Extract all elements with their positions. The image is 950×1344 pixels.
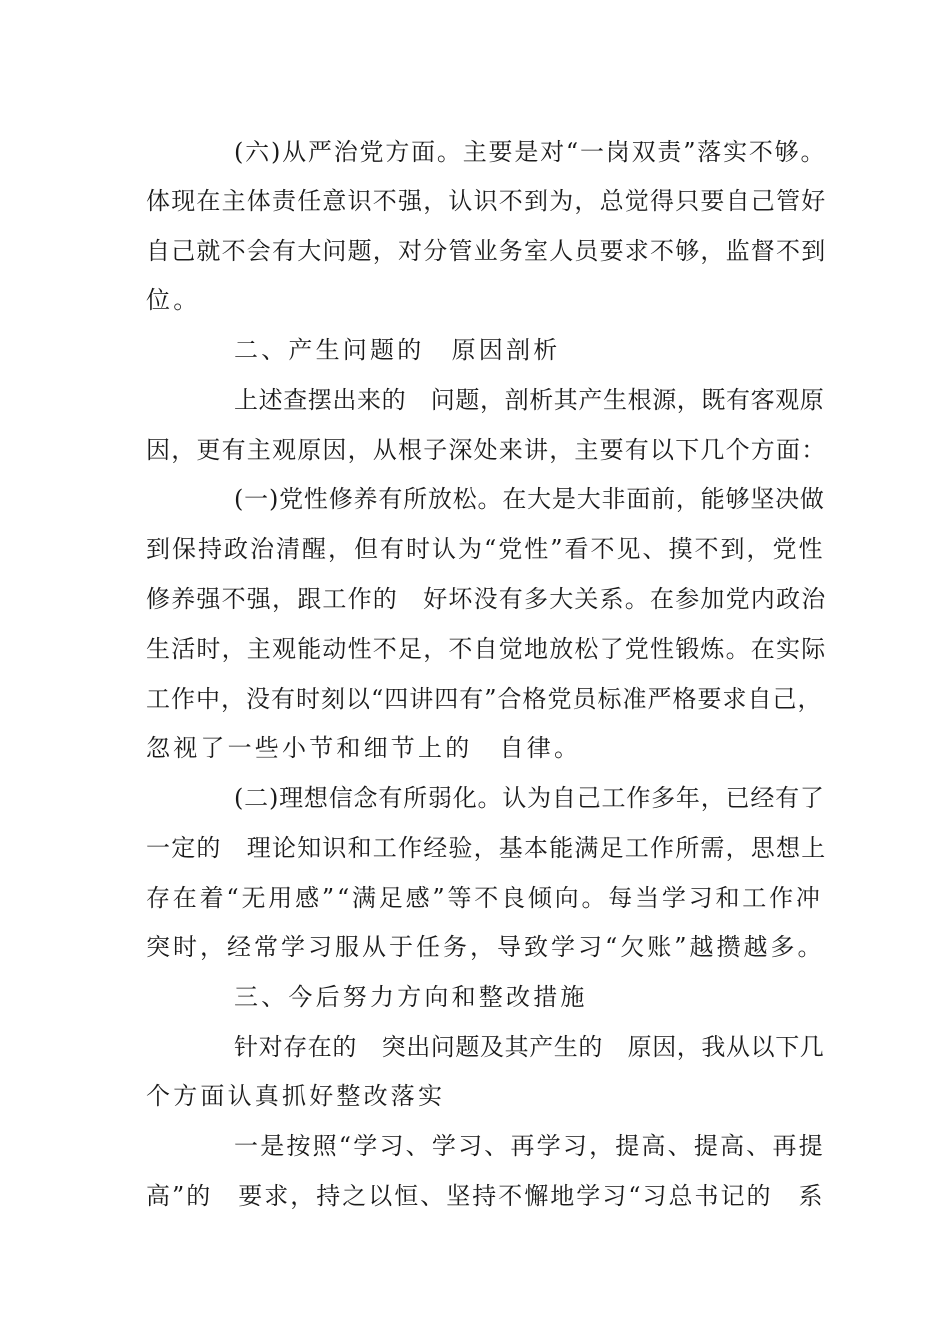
paragraph-1-line-1: (一)党性修养有所放松。在大是大非面前，能够坚决做 xyxy=(234,485,825,513)
section-2-heading: 二、产生问题的 原因剖析 xyxy=(234,336,561,364)
paragraph-2-line-3: 存在着“无用感”“满足感”等不良倾向。每当学习和工作冲 xyxy=(146,884,823,912)
paragraph-2-line-4: 突时，经常学习服从于任务，导致学习“欠账”越攒越多。 xyxy=(146,933,825,961)
measure-1-line-2: 高”的 要求，持之以恒、坚持不懈地学习“习总书记的 系 xyxy=(146,1182,825,1210)
paragraph-6-line-4: 位。 xyxy=(146,286,201,314)
measures-intro-line-2: 个方面认真抓好整改落实 xyxy=(146,1082,446,1110)
paragraph-1-line-6: 忽视了一些小节和细节上的 自律。 xyxy=(146,734,582,762)
paragraph-1-line-2: 到保持政治清醒，但有时认为“党性”看不见、摸不到，党性 xyxy=(146,535,825,563)
paragraph-6-line-1: (六)从严治党方面。主要是对“一岗双责”落实不够。 xyxy=(234,138,827,166)
intro-line-1: 上述查摆出来的 问题，剖析其产生根源，既有客观原 xyxy=(234,386,825,414)
paragraph-2-line-2: 一定的 理论知识和工作经验，基本能满足工作所需，思想上 xyxy=(146,834,827,862)
measures-intro-line-1: 针对存在的 突出问题及其产生的 原因，我从以下几 xyxy=(234,1033,825,1061)
paragraph-1-line-5: 工作中，没有时刻以“四讲四有”合格党员标准严格要求自己， xyxy=(146,685,823,713)
paragraph-2-line-1: (二)理想信念有所弱化。认为自己工作多年，已经有了 xyxy=(234,784,825,812)
paragraph-1-line-3: 修养强不强，跟工作的 好坏没有多大关系。在参加党内政治 xyxy=(146,585,827,613)
paragraph-6-line-2: 体现在主体责任意识不强，认识不到为，总觉得只要自己管好 xyxy=(146,187,827,215)
measure-1-line-1: 一是按照“学习、学习、再学习，提高、提高、再提 xyxy=(234,1132,825,1160)
paragraph-1-line-4: 生活时，主观能动性不足，不自觉地放松了党性锻炼。在实际 xyxy=(146,635,827,663)
intro-line-2: 因，更有主观原因，从根子深处来讲，主要有以下几个方面： xyxy=(146,436,827,464)
paragraph-6-line-3: 自己就不会有大问题，对分管业务室人员要求不够，监督不到 xyxy=(146,237,827,265)
section-3-heading: 三、今后努力方向和整改措施 xyxy=(234,983,588,1011)
